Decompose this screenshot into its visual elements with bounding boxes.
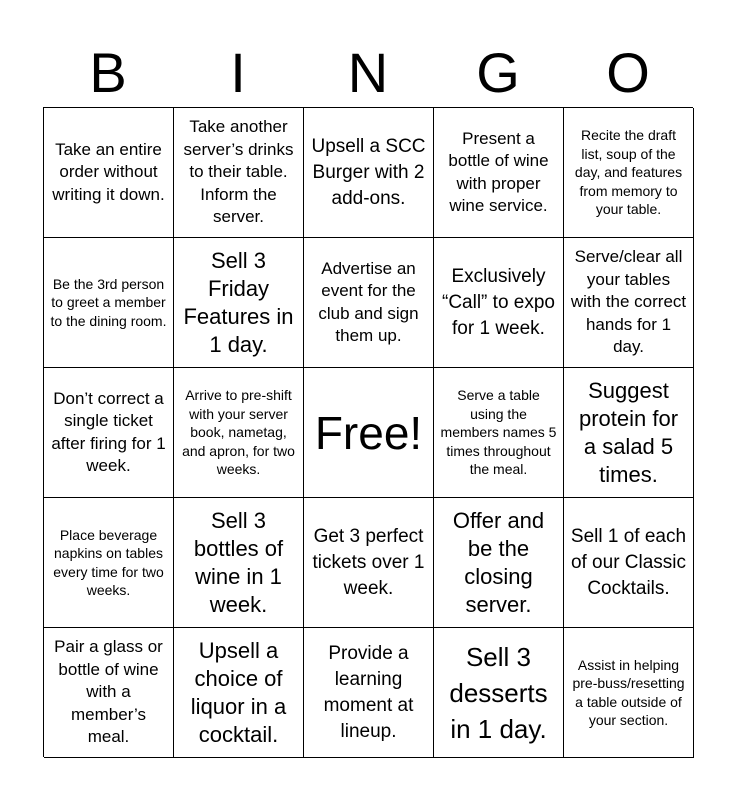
- bingo-cell: [174, 368, 304, 498]
- bingo-cell: [174, 108, 304, 238]
- cell-text: Serve/clear all your tables with the correct hands for 1 day.: [570, 247, 687, 357]
- header-letter-o: O: [606, 41, 650, 104]
- bingo-cell: [304, 108, 434, 238]
- bingo-cell: [304, 628, 434, 758]
- cell-text: Present a bottle of wine with proper wine service.: [448, 128, 549, 215]
- bingo-cell: [564, 368, 694, 498]
- cell-text: Suggest protein for a salad 5 times.: [578, 377, 679, 487]
- bingo-cell: [434, 498, 564, 628]
- cell-text: Don’t correct a single ticket after firing for 1 week.: [51, 388, 166, 475]
- cell-text: Upsell a SCC Burger with 2 add-ons.: [311, 135, 426, 209]
- cell-text: Advertise an event for the club and sign them up.: [318, 258, 419, 345]
- bingo-cell: [174, 498, 304, 628]
- bingo-cell: [174, 238, 304, 368]
- cell-text: Offer and be the closing server.: [452, 507, 545, 617]
- header-letter-n: N: [347, 41, 389, 104]
- bingo-cell: [564, 628, 694, 758]
- bingo-cell: [434, 238, 564, 368]
- cell-text: Sell 1 of each of our Classic Cocktails.: [570, 525, 687, 599]
- header-letter-g: G: [476, 41, 520, 104]
- cell-text: Sell 3 bottles of wine in 1 week.: [193, 507, 284, 617]
- bingo-cell: [44, 108, 174, 238]
- bingo-card: [43, 107, 693, 757]
- bingo-cell: [304, 238, 434, 368]
- bingo-cell: [434, 628, 564, 758]
- cell-text: Sell 3 Friday Features in 1 day.: [183, 247, 294, 357]
- bingo-cell: [44, 498, 174, 628]
- bingo-cell: [44, 628, 174, 758]
- free-cell: [304, 368, 434, 498]
- bingo-cell: [44, 368, 174, 498]
- cell-text: Provide a learning moment at lineup.: [323, 642, 414, 742]
- free-text: Free!: [314, 406, 423, 459]
- cell-text: Place beverage napkins on tables every time for two weeks.: [53, 526, 164, 598]
- cell-text: Assist in helping pre-buss/resetting a table outside of your section.: [572, 656, 685, 728]
- bingo-cell: [564, 108, 694, 238]
- bingo-header: [43, 40, 693, 106]
- bingo-cell: [44, 238, 174, 368]
- cell-text: Sell 3 desserts in 1 day.: [449, 641, 548, 744]
- cell-text: Serve a table using the members names 5 times throughout the meal.: [440, 387, 557, 478]
- cell-text: Take an entire order without writing it down.: [52, 139, 165, 204]
- cell-text: Recite the draft list, soup of the day, and features from memory to your table.: [574, 127, 683, 218]
- cell-text: Pair a glass or bottle of wine with a member’s meal.: [54, 637, 163, 747]
- cell-text: Exclusively “Call” to expo for 1 week.: [442, 265, 555, 339]
- bingo-cell: [564, 238, 694, 368]
- cell-text: Be the 3rd person to greet a member to the dining room.: [50, 275, 167, 329]
- cell-text: Arrive to pre-shift with your server book, nametag, and apron, for two weeks.: [182, 387, 295, 478]
- header-letter-b: B: [89, 41, 127, 104]
- cell-text: Get 3 perfect tickets over 1 week.: [312, 525, 425, 599]
- bingo-cell: [434, 108, 564, 238]
- bingo-cell: [564, 498, 694, 628]
- cell-text: Take another server’s drinks to their table. Inform the server.: [183, 117, 294, 227]
- cell-text: Upsell a choice of liquor in a cocktail.: [190, 637, 287, 747]
- bingo-cell: [434, 368, 564, 498]
- bingo-cell: [304, 498, 434, 628]
- header-letter-i: I: [230, 41, 246, 104]
- bingo-cell: [174, 628, 304, 758]
